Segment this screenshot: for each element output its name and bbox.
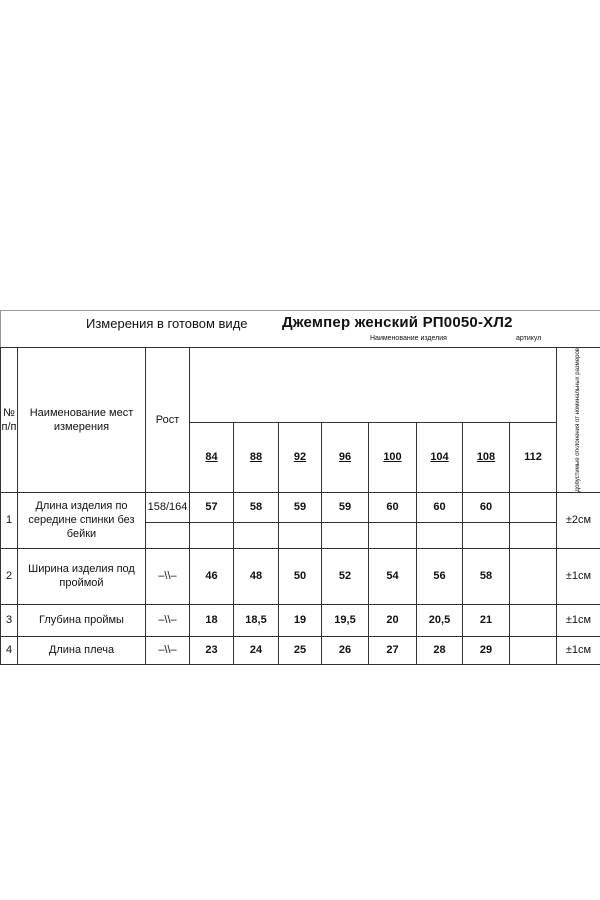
- table-row: [1, 492, 600, 522]
- row-value: [510, 604, 557, 636]
- row-value: 25: [279, 636, 322, 664]
- empty-cell: [510, 522, 557, 548]
- row-value: 60: [369, 492, 417, 522]
- empty-cell: [234, 522, 279, 548]
- empty-cell: [417, 522, 463, 548]
- row-num: 4: [1, 636, 18, 664]
- row-value: 19: [279, 604, 322, 636]
- row-num: 2: [1, 548, 18, 604]
- table-row: [1, 604, 600, 636]
- row-num: 1: [1, 492, 18, 548]
- row-value: 58: [463, 548, 510, 604]
- measurements-title: Измерения в готовом виде: [86, 316, 248, 331]
- row-value: 20: [369, 604, 417, 636]
- size-100: 100: [369, 422, 417, 492]
- empty-cell: [146, 522, 190, 548]
- tolerance-header-text: Допустимые отклонения от номинальных размеров: [575, 348, 581, 492]
- row-name: Длина изделия по середине спинки без бейки: [18, 492, 146, 548]
- row-name: Ширина изделия под проймой: [18, 548, 146, 604]
- size-92: 92: [279, 422, 322, 492]
- row-value: 29: [463, 636, 510, 664]
- col-height-header: Рост: [146, 348, 190, 493]
- row-tolerance: ±2см: [557, 492, 600, 548]
- empty-cell: [369, 522, 417, 548]
- sheet-top-border: [0, 310, 600, 311]
- size-108: 108: [463, 422, 510, 492]
- row-value: [510, 492, 557, 522]
- product-name: Джемпер женский РП0050-ХЛ2: [282, 314, 513, 331]
- size-88: 88: [234, 422, 279, 492]
- row-value: 19,5: [322, 604, 369, 636]
- row-value: 26: [322, 636, 369, 664]
- row-height: –\\–: [146, 548, 190, 604]
- product-name-label: Наименование изделия: [370, 335, 447, 342]
- row-value: 18,5: [234, 604, 279, 636]
- row-name: Глубина проймы: [18, 604, 146, 636]
- row-value: 48: [234, 548, 279, 604]
- row-value: [510, 636, 557, 664]
- row-value: 60: [463, 492, 510, 522]
- row-value: 59: [279, 492, 322, 522]
- row-value: 54: [369, 548, 417, 604]
- row-tolerance: ±1см: [557, 636, 600, 664]
- size-96: 96: [322, 422, 369, 492]
- row-value: 60: [417, 492, 463, 522]
- table-row: [1, 548, 600, 604]
- row-value: 21: [463, 604, 510, 636]
- measurements-table: [0, 347, 600, 665]
- row-value: 23: [190, 636, 234, 664]
- size-112: 112: [510, 422, 557, 492]
- row-height: –\\–: [146, 636, 190, 664]
- col-num-header: № п/п: [1, 348, 18, 493]
- row-value: 18: [190, 604, 234, 636]
- table-row: [1, 636, 600, 664]
- row-name: Длина плеча: [18, 636, 146, 664]
- size-84: 84: [190, 422, 234, 492]
- row-height: –\\–: [146, 604, 190, 636]
- row-value: 27: [369, 636, 417, 664]
- row-height: 158/164: [146, 492, 190, 522]
- col-name-header: Наименование мест измерения: [18, 348, 146, 493]
- row-value: 20,5: [417, 604, 463, 636]
- row-num: 3: [1, 604, 18, 636]
- empty-cell: [190, 522, 234, 548]
- row-value: 52: [322, 548, 369, 604]
- sizes-group-header: [190, 348, 557, 423]
- row-value: 46: [190, 548, 234, 604]
- row-value: 58: [234, 492, 279, 522]
- row-value: 28: [417, 636, 463, 664]
- size-104: 104: [417, 422, 463, 492]
- row-tolerance: ±1см: [557, 604, 600, 636]
- row-value: 50: [279, 548, 322, 604]
- empty-cell: [322, 522, 369, 548]
- row-value: 57: [190, 492, 234, 522]
- row-value: [510, 548, 557, 604]
- table-header-row: [1, 348, 600, 423]
- empty-cell: [279, 522, 322, 548]
- row-tolerance: ±1см: [557, 548, 600, 604]
- article-label: артикул: [516, 335, 542, 342]
- col-tolerance-header: [557, 348, 600, 493]
- row-value: 56: [417, 548, 463, 604]
- row-value: 59: [322, 492, 369, 522]
- empty-cell: [463, 522, 510, 548]
- row-value: 24: [234, 636, 279, 664]
